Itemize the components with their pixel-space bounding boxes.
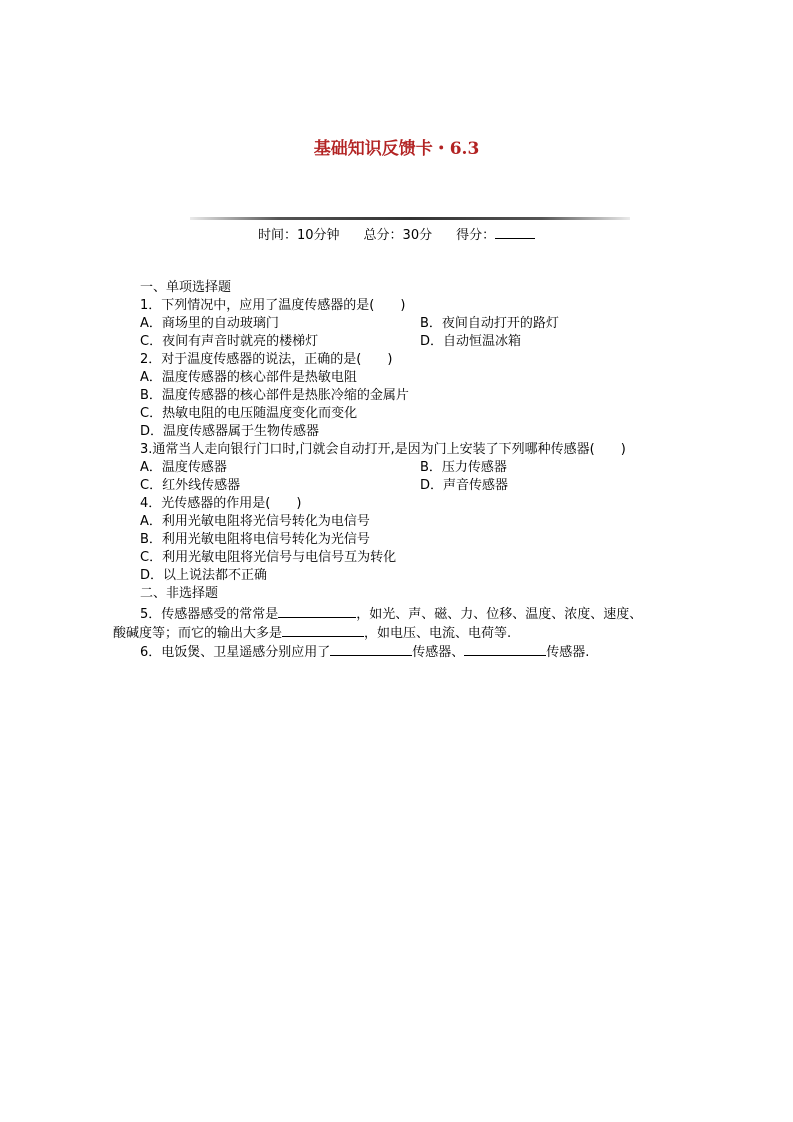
- question-5-text-c: 酸碱度等；而它的输出大多是: [113, 626, 283, 641]
- question-6-blank-1[interactable]: [330, 642, 412, 656]
- question-2-option-d: D．温度传感器属于生物传感器: [140, 424, 320, 439]
- question-6-text-a: 6．电饭煲、卫星遥感分别应用了: [140, 645, 331, 660]
- page-title: 基础知识反馈卡・6.3: [313, 139, 480, 159]
- question-5-blank-1[interactable]: [278, 604, 356, 618]
- question-5-text-d: ，如电压、电流、电荷等.: [364, 626, 512, 641]
- divider-line: [190, 217, 630, 220]
- question-5-line-1: [140, 604, 642, 624]
- question-6-blank-2[interactable]: [464, 642, 546, 656]
- question-4-option-b: B．利用光敏电阻将电信号转化为光信号: [140, 532, 370, 547]
- question-2-option-a: A．温度传感器的核心部件是热敏电阻: [140, 370, 357, 385]
- question-5-text-b: ，如光、声、磁、力、位移、温度、浓度、速度、: [356, 607, 643, 622]
- score-label: 得分：: [456, 228, 496, 243]
- section-heading-single: 一、单项选择题: [140, 280, 232, 295]
- question-1-option-d: D．自动恒温冰箱: [420, 334, 522, 349]
- time-label: 时间：10分钟: [258, 228, 340, 243]
- question-2-stem: 2．对于温度传感器的说法，正确的是( ): [140, 352, 393, 367]
- question-2-option-c: C．热敏电阻的电压随温度变化而变化: [140, 406, 358, 421]
- question-5-blank-2[interactable]: [282, 623, 364, 637]
- score-blank[interactable]: [495, 225, 535, 239]
- question-6-line: [140, 642, 589, 662]
- question-4-option-c: C．利用光敏电阻将光信号与电信号互为转化: [140, 550, 397, 565]
- section-heading-nonchoice: 二、非选择题: [140, 586, 219, 601]
- question-1-stem: 1．下列情况中，应用了温度传感器的是( ): [140, 298, 406, 313]
- question-1-option-b: B．夜间自动打开的路灯: [420, 316, 559, 331]
- question-4-option-a: A．利用光敏电阻将光信号转化为电信号: [140, 514, 370, 529]
- question-2-option-b: B．温度传感器的核心部件是热胀冷缩的金属片: [140, 388, 409, 403]
- question-3-option-a: A．温度传感器: [140, 460, 227, 475]
- question-5-line-2: [113, 623, 511, 643]
- question-3-option-b: B．压力传感器: [420, 460, 507, 475]
- question-3-option-c: C．红外线传感器: [140, 478, 241, 493]
- question-3-option-d: D．声音传感器: [420, 478, 509, 493]
- question-1-option-a: A．商场里的自动玻璃门: [140, 316, 279, 331]
- question-3-stem: 3.通常当人走向银行门口时,门就会自动打开,是因为门上安装了下列哪种传感器( ): [140, 442, 626, 457]
- question-6-text-c: 传感器.: [546, 645, 590, 660]
- question-4-stem: 4．光传感器的作用是( ): [140, 496, 302, 511]
- question-5-text-a: 5．传感器感受的常常是: [140, 607, 279, 622]
- exam-meta: [258, 225, 535, 245]
- question-1-option-c: C．夜间有声音时就亮的楼梯灯: [140, 334, 319, 349]
- total-score-label: 总分：30分: [363, 228, 433, 243]
- question-6-text-b: 传感器、: [412, 645, 465, 660]
- question-4-option-d: D．以上说法都不正确: [140, 568, 268, 583]
